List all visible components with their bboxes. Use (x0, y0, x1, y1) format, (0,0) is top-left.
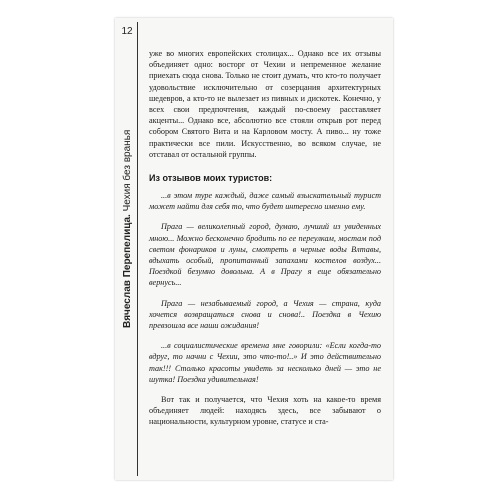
paragraph-intro: уже во многих европейских столицах... Однако все их отзывы объединяет одно: восторг от Чехии и непременное желание приехать сюда снова. Только не стоит думать, что кто-то получает удовольствие исключительно от созерцания архитектурных шедевров, а кто-то не вылезает из пивных и дискотек. Конечно, у всех свои предпочтения, каждый по-своему расставляет акценты... Однако все, абсолютно все стояли открыв рот перед собором Святого Вита и на Карловом мосту. А пиво... ну тоже практически все пили. Искусственно, во всяком случае, не отставал от остальной группы. (149, 49, 381, 159)
quote-1: ...в этом туре каждый, даже самый взыскательный турист может найти для себя то, что будет интересно именно ему. (149, 191, 381, 212)
book-page (115, 18, 393, 480)
page-margin-column (115, 18, 139, 480)
paragraph-closing: Вот так и получается, что Чехия хоть на какое-то время объединяет людей: находясь здесь, все забывают о национальности, культурном уровне, статусе и ста- (149, 395, 381, 427)
page-text (149, 48, 381, 428)
page-number: 12 (121, 26, 133, 37)
running-head-author: Вячеслав Перепелица. (122, 214, 133, 328)
section-heading: Из отзывов моих туристов: (149, 173, 273, 184)
quote-2: Прага — великолепный город, думаю, лучший из увиденных мною... Можно бесконечно бродить по ее переулкам, мостам под светом фонариков и луны, смотреть в черные воды Влтавы, вдыхать особый, пропитанный запахами костелов воздух... Поездкой безумно довольна. А в Прагу я еще обязательно вернусь... (149, 222, 381, 288)
margin-rule (137, 22, 138, 476)
running-head-title: Чехия без вранья (122, 129, 133, 212)
quote-4: ...в социалистические времена мне говорили: «Если когда-то вдруг, то начни с Чехии, это что-то!..» И это действительно так!!! Столько красоты увидеть за несколько дней — это не шутка! Поездка удивительная! (149, 341, 381, 384)
quote-3: Прага — незабываемый город, а Чехия — страна, куда хочется возвращаться снова и снова!.. Поездка в Чехию превзошла все наши ожидания! (149, 298, 381, 331)
running-head (119, 0, 137, 328)
